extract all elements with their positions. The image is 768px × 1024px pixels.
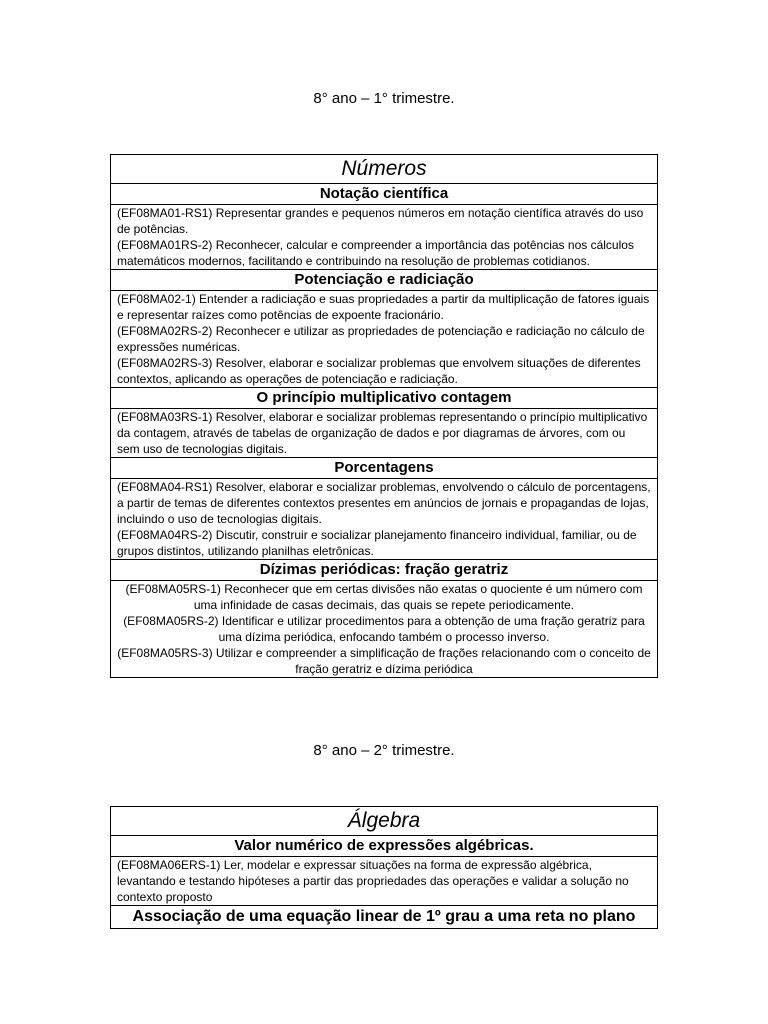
objective-text: (EF08MA06ERS-1) Ler, modelar e expressar situações na forma de expressão algébrica, levantando e testando hipóteses a partir das propriedades das operações e validar a solução no contexto proposto <box>117 858 629 904</box>
objective-text: (EF08MA02RS-3) Resolver, elaborar e socializar problemas que envolvem situações de diferentes contextos, aplicando as operações de potenciação e radiciação. <box>117 356 641 386</box>
area-title: Números <box>111 155 658 184</box>
topic-content <box>111 857 658 906</box>
objective-text: (EF08MA01-RS1) Representar grandes e pequenos números em notação científica através do uso de potências. <box>117 206 644 236</box>
area-title: Álgebra <box>111 807 658 836</box>
topic-content <box>111 291 658 388</box>
numeros-table <box>110 154 658 678</box>
section1-heading: 8° ano – 1° trimestre. <box>313 90 455 107</box>
topic-content <box>111 581 658 678</box>
topic-title: O princípio multiplicativo contagem <box>111 388 658 409</box>
topic-title: Notação científica <box>111 184 658 205</box>
objective-text: (EF08MA02RS-2) Reconhecer e utilizar as propriedades de potenciação e radiciação no cálculo de expressões numéricas. <box>117 324 645 354</box>
section2-heading: 8° ano – 2° trimestre. <box>313 742 455 759</box>
objective-text: (EF08MA05RS-2) Identificar e utilizar procedimentos para a obtenção de uma fração geratriz para uma dízima periódica, enfocando também o processo inverso. <box>123 614 645 644</box>
objective-text: (EF08MA02-1) Entender a radiciação e suas propriedades a partir da multiplicação de fatores iguais e representar raízes como potências de expoente fracionário. <box>117 292 650 322</box>
objective-text: (EF08MA04RS-2) Discutir, construir e socializar planejamento financeiro individual, familiar, ou de grupos distintos, utilizando planilhas eletrônicas. <box>117 528 637 558</box>
topic-content <box>111 409 658 458</box>
topic-title: Associação de uma equação linear de 1º grau a uma reta no plano <box>111 906 658 929</box>
topic-title: Dízimas periódicas: fração geratriz <box>111 560 658 581</box>
objective-text: (EF08MA04-RS1) Resolver, elaborar e socializar problemas, envolvendo o cálculo de porcentagens, a partir de temas de diferentes contextos presentes em anúncios de jornais e propagandas de lojas, incluindo o uso de tecnologias digitais. <box>117 480 651 526</box>
topic-title: Porcentagens <box>111 458 658 479</box>
objective-text: (EF08MA05RS-1) Reconhecer que em certas divisões não exatas o quociente é um número com uma infinidade de casas decimais, das quais se repete periodicamente. <box>125 582 643 612</box>
objective-text: (EF08MA01RS-2) Reconhecer, calcular e compreender a importância das potências nos cálculos matemáticos modernos, facilitando e contribuindo na resolução de problemas cotidianos. <box>117 238 634 268</box>
topic-title: Valor numérico de expressões algébricas. <box>111 836 658 857</box>
objective-text: (EF08MA03RS-1) Resolver, elaborar e socializar problemas representando o princípio multiplicativo da contagem, através de tabelas de organização de dados e por diagramas de árvores, com ou sem uso de tecnologias digitais. <box>117 410 648 456</box>
objective-text: (EF08MA05RS-3) Utilizar e compreender a simplificação de frações relacionando com o conceito de fração geratriz e dízima periódica <box>117 646 651 676</box>
algebra-table <box>110 806 658 929</box>
topic-content <box>111 205 658 270</box>
topic-content <box>111 479 658 560</box>
topic-title: Potenciação e radiciação <box>111 270 658 291</box>
